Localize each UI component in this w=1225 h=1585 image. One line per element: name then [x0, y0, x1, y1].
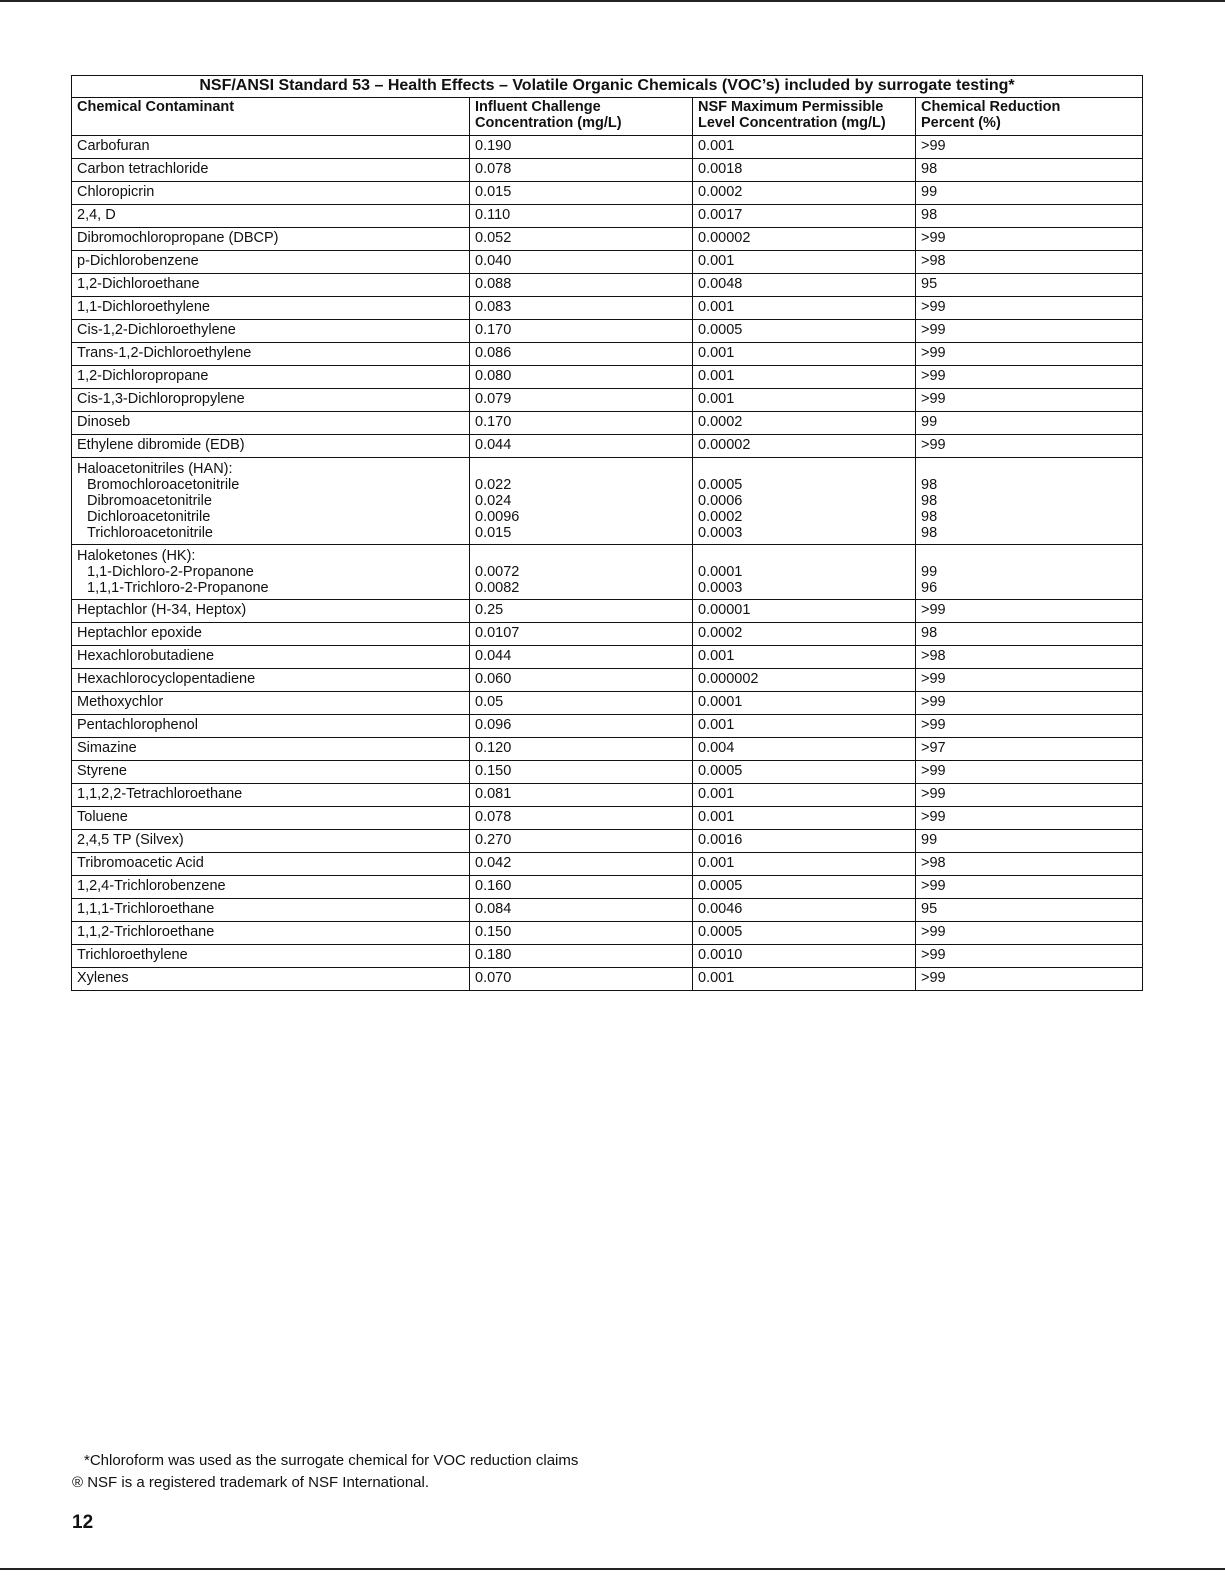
max-level-cell: 0.001: [693, 968, 916, 991]
max-level-cell: 0.001: [693, 251, 916, 274]
group-label: Haloacetonitriles (HAN):: [77, 461, 233, 477]
group-label: Haloketones (HK):: [77, 548, 196, 564]
influent-cell: 0.078: [470, 807, 693, 830]
contaminant-cell: Hexachlorobutadiene: [72, 646, 470, 669]
contaminant-cell: Heptachlor (H-34, Heptox): [72, 600, 470, 623]
reduction-cell: >99: [916, 922, 1143, 945]
table-group-row: [72, 545, 1143, 600]
reduction-cell: 99: [916, 412, 1143, 435]
reduction-cell: 95: [916, 899, 1143, 922]
sub-value: 98: [921, 477, 938, 493]
header-chemical-reduction: [916, 98, 1143, 136]
max-level-cell: 0.0005: [693, 922, 916, 945]
contaminant-cell: 1,1,2,2-Tetrachloroethane: [72, 784, 470, 807]
sub-value: 98: [921, 493, 938, 509]
table-body: [72, 136, 1143, 991]
voc-reduction-table: [71, 75, 1143, 991]
contaminant-cell: Hexachlorocyclopentadiene: [72, 669, 470, 692]
influent-cell: 0.044: [470, 646, 693, 669]
contaminant-cell: Carbon tetrachloride: [72, 159, 470, 182]
contaminant-cell: Xylenes: [72, 968, 470, 991]
sub-value: 99: [921, 564, 938, 580]
influent-cell: 0.080: [470, 366, 693, 389]
reduction-cell: >99: [916, 389, 1143, 412]
reduction-cell: [916, 545, 1143, 600]
page-top-rule: [0, 0, 1225, 2]
header-line: Chemical Reduction: [921, 99, 1061, 115]
influent-cell: 0.096: [470, 715, 693, 738]
contaminant-cell: p-Dichlorobenzene: [72, 251, 470, 274]
max-level-cell: 0.0005: [693, 761, 916, 784]
contaminant-cell: Ethylene dibromide (EDB): [72, 435, 470, 458]
table-row: [72, 692, 1143, 715]
influent-cell: [470, 458, 693, 545]
max-level-cell: 0.004: [693, 738, 916, 761]
influent-cell: 0.079: [470, 389, 693, 412]
header-line: Percent (%): [921, 114, 1001, 131]
influent-cell: 0.088: [470, 274, 693, 297]
influent-cell: 0.110: [470, 205, 693, 228]
influent-cell: 0.081: [470, 784, 693, 807]
influent-cell: 0.052: [470, 228, 693, 251]
contaminant-cell: [72, 545, 470, 600]
table-row: [72, 738, 1143, 761]
max-level-cell: 0.0046: [693, 899, 916, 922]
influent-cell: 0.078: [470, 159, 693, 182]
reduction-cell: >99: [916, 366, 1143, 389]
contaminant-cell: Dinoseb: [72, 412, 470, 435]
contaminant-cell: 1,1,2-Trichloroethane: [72, 922, 470, 945]
header-line: Influent Challenge: [475, 99, 601, 115]
contaminant-cell: 1,2-Dichloroethane: [72, 274, 470, 297]
sub-value: 0.0005: [698, 477, 743, 493]
max-level-cell: 0.0016: [693, 830, 916, 853]
max-level-cell: 0.00002: [693, 228, 916, 251]
max-level-cell: 0.001: [693, 715, 916, 738]
spacer: [698, 461, 910, 477]
surrogate-footnote: *Chloroform was used as the surrogate chemical for VOC reduction claims: [84, 1452, 579, 1469]
influent-cell: 0.086: [470, 343, 693, 366]
reduction-cell: >99: [916, 343, 1143, 366]
reduction-cell: >99: [916, 692, 1143, 715]
contaminant-cell: Pentachlorophenol: [72, 715, 470, 738]
sub-value: 0.0003: [698, 525, 743, 541]
spacer: [475, 461, 687, 477]
reduction-cell: >99: [916, 968, 1143, 991]
header-line: Chemical Contaminant: [77, 99, 235, 115]
max-level-cell: [693, 545, 916, 600]
contaminant-cell: 2,4, D: [72, 205, 470, 228]
sub-value: 0.015: [475, 525, 512, 541]
reduction-cell: 99: [916, 182, 1143, 205]
contaminant-cell: Dibromochloropropane (DBCP): [72, 228, 470, 251]
max-level-cell: 0.001: [693, 784, 916, 807]
max-level-cell: 0.0005: [693, 320, 916, 343]
reduction-cell: >99: [916, 600, 1143, 623]
max-level-cell: 0.001: [693, 343, 916, 366]
spacer: [698, 548, 910, 564]
table-row: [72, 761, 1143, 784]
spacer: [921, 461, 1137, 477]
reduction-cell: >98: [916, 251, 1143, 274]
max-level-cell: 0.001: [693, 853, 916, 876]
influent-cell: 0.150: [470, 761, 693, 784]
header-line: Concentration (mg/L): [475, 114, 622, 131]
table-row: [72, 366, 1143, 389]
max-level-cell: 0.001: [693, 136, 916, 159]
sub-value: 0.0072: [475, 564, 520, 580]
sub-value: 0.0082: [475, 580, 520, 596]
table-title: NSF/ANSI Standard 53 – Health Effects – Volatile Organic Chemicals (VOC’s) included by surrogate testing*: [72, 76, 1143, 98]
reduction-cell: >99: [916, 320, 1143, 343]
sub-contaminant: Bromochloroacetonitrile: [87, 477, 240, 493]
contaminant-cell: Heptachlor epoxide: [72, 623, 470, 646]
influent-cell: 0.170: [470, 412, 693, 435]
table-row: [72, 343, 1143, 366]
header-nsf-max-level: [693, 98, 916, 136]
sub-contaminant: Dichloroacetonitrile: [87, 509, 211, 525]
sub-value: 0.022: [475, 477, 512, 493]
max-level-cell: 0.0002: [693, 182, 916, 205]
influent-cell: [470, 545, 693, 600]
table-row: [72, 968, 1143, 991]
reduction-cell: >99: [916, 136, 1143, 159]
influent-cell: 0.190: [470, 136, 693, 159]
table-row: [72, 646, 1143, 669]
spacer: [475, 548, 687, 564]
reduction-cell: >98: [916, 646, 1143, 669]
max-level-cell: 0.001: [693, 389, 916, 412]
table-row: [72, 807, 1143, 830]
influent-cell: 0.05: [470, 692, 693, 715]
max-level-cell: 0.0018: [693, 159, 916, 182]
reduction-cell: 98: [916, 205, 1143, 228]
spacer: [921, 548, 1137, 564]
sub-contaminant: 1,1-Dichloro-2-Propanone: [87, 564, 254, 580]
sub-contaminant: 1,1,1-Trichloro-2-Propanone: [87, 580, 269, 596]
max-level-cell: 0.001: [693, 297, 916, 320]
contaminant-cell: Tribromoacetic Acid: [72, 853, 470, 876]
reduction-cell: >99: [916, 876, 1143, 899]
sub-value: 96: [921, 580, 938, 596]
influent-cell: 0.083: [470, 297, 693, 320]
sub-value: 98: [921, 509, 938, 525]
table-row: [72, 205, 1143, 228]
max-level-cell: 0.000002: [693, 669, 916, 692]
table-row: [72, 182, 1143, 205]
sub-value: 98: [921, 525, 938, 541]
max-level-cell: 0.0002: [693, 623, 916, 646]
influent-cell: 0.25: [470, 600, 693, 623]
reduction-cell: >99: [916, 807, 1143, 830]
table-row: [72, 922, 1143, 945]
contaminant-cell: Trans-1,2-Dichloroethylene: [72, 343, 470, 366]
influent-cell: 0.270: [470, 830, 693, 853]
contaminant-cell: Carbofuran: [72, 136, 470, 159]
table-row: [72, 389, 1143, 412]
reduction-cell: >99: [916, 784, 1143, 807]
table-row: [72, 274, 1143, 297]
max-level-cell: 0.0001: [693, 692, 916, 715]
influent-cell: 0.044: [470, 435, 693, 458]
table-group-row: [72, 458, 1143, 545]
table-row: [72, 945, 1143, 968]
max-level-cell: 0.0048: [693, 274, 916, 297]
contaminant-cell: Cis-1,2-Dichloroethylene: [72, 320, 470, 343]
table-row: [72, 136, 1143, 159]
table-row: [72, 297, 1143, 320]
reduction-cell: >98: [916, 853, 1143, 876]
reduction-cell: >99: [916, 945, 1143, 968]
max-level-cell: 0.001: [693, 807, 916, 830]
table-row: [72, 623, 1143, 646]
contaminant-cell: [72, 458, 470, 545]
sub-contaminant: Trichloroacetonitrile: [87, 525, 213, 541]
table-row: [72, 715, 1143, 738]
table-row: [72, 784, 1143, 807]
max-level-cell: 0.0005: [693, 876, 916, 899]
reduction-cell: >99: [916, 715, 1143, 738]
table-header-row: [72, 98, 1143, 136]
max-level-cell: 0.00001: [693, 600, 916, 623]
influent-cell: 0.084: [470, 899, 693, 922]
reduction-cell: 99: [916, 830, 1143, 853]
table-row: [72, 412, 1143, 435]
influent-cell: 0.042: [470, 853, 693, 876]
contaminant-cell: Cis-1,3-Dichloropropylene: [72, 389, 470, 412]
table-row: [72, 435, 1143, 458]
contaminant-cell: Methoxychlor: [72, 692, 470, 715]
influent-cell: 0.180: [470, 945, 693, 968]
influent-cell: 0.060: [470, 669, 693, 692]
table-row: [72, 853, 1143, 876]
table-row: [72, 830, 1143, 853]
table-row: [72, 899, 1143, 922]
influent-cell: 0.170: [470, 320, 693, 343]
table-row: [72, 159, 1143, 182]
contaminant-cell: 1,1,1-Trichloroethane: [72, 899, 470, 922]
max-level-cell: 0.00002: [693, 435, 916, 458]
contaminant-cell: Simazine: [72, 738, 470, 761]
contaminant-cell: 1,2-Dichloropropane: [72, 366, 470, 389]
sub-value: 0.0006: [698, 493, 743, 509]
reduction-cell: 98: [916, 159, 1143, 182]
table-row: [72, 669, 1143, 692]
sub-value: 0.0096: [475, 509, 520, 525]
reduction-cell: >97: [916, 738, 1143, 761]
reduction-cell: >99: [916, 669, 1143, 692]
max-level-cell: 0.0002: [693, 412, 916, 435]
sub-contaminant: Dibromoacetonitrile: [87, 493, 212, 509]
sub-value: 0.0003: [698, 580, 743, 596]
reduction-cell: >99: [916, 228, 1143, 251]
contaminant-cell: Styrene: [72, 761, 470, 784]
table-row: [72, 600, 1143, 623]
contaminant-cell: Toluene: [72, 807, 470, 830]
trademark-notice: ® NSF is a registered trademark of NSF International.: [72, 1474, 430, 1491]
contaminant-cell: 2,4,5 TP (Silvex): [72, 830, 470, 853]
reduction-cell: >99: [916, 761, 1143, 784]
reduction-cell: 95: [916, 274, 1143, 297]
contaminant-cell: 1,2,4-Trichlorobenzene: [72, 876, 470, 899]
table-row: [72, 320, 1143, 343]
influent-cell: 0.070: [470, 968, 693, 991]
reduction-cell: >99: [916, 435, 1143, 458]
max-level-cell: 0.0017: [693, 205, 916, 228]
max-level-cell: 0.001: [693, 366, 916, 389]
influent-cell: 0.160: [470, 876, 693, 899]
max-level-cell: [693, 458, 916, 545]
table-row: [72, 251, 1143, 274]
header-line: Level Concentration (mg/L): [698, 114, 886, 131]
influent-cell: 0.0107: [470, 623, 693, 646]
table-row: [72, 228, 1143, 251]
sub-value: 0.0002: [698, 509, 743, 525]
reduction-cell: 98: [916, 623, 1143, 646]
contaminant-cell: Chloropicrin: [72, 182, 470, 205]
reduction-cell: >99: [916, 297, 1143, 320]
page-number: 12: [72, 1512, 94, 1533]
header-influent-challenge: [470, 98, 693, 136]
table-row: [72, 876, 1143, 899]
header-chemical-contaminant: [72, 98, 470, 136]
header-line: NSF Maximum Permissible: [698, 99, 884, 115]
influent-cell: 0.015: [470, 182, 693, 205]
reduction-cell: [916, 458, 1143, 545]
max-level-cell: 0.001: [693, 646, 916, 669]
contaminant-cell: Trichloroethylene: [72, 945, 470, 968]
page-bottom-rule: [0, 1568, 1225, 1570]
contaminant-cell: 1,1-Dichloroethylene: [72, 297, 470, 320]
influent-cell: 0.120: [470, 738, 693, 761]
sub-value: 0.0001: [698, 564, 743, 580]
sub-value: 0.024: [475, 493, 512, 509]
max-level-cell: 0.0010: [693, 945, 916, 968]
influent-cell: 0.040: [470, 251, 693, 274]
influent-cell: 0.150: [470, 922, 693, 945]
